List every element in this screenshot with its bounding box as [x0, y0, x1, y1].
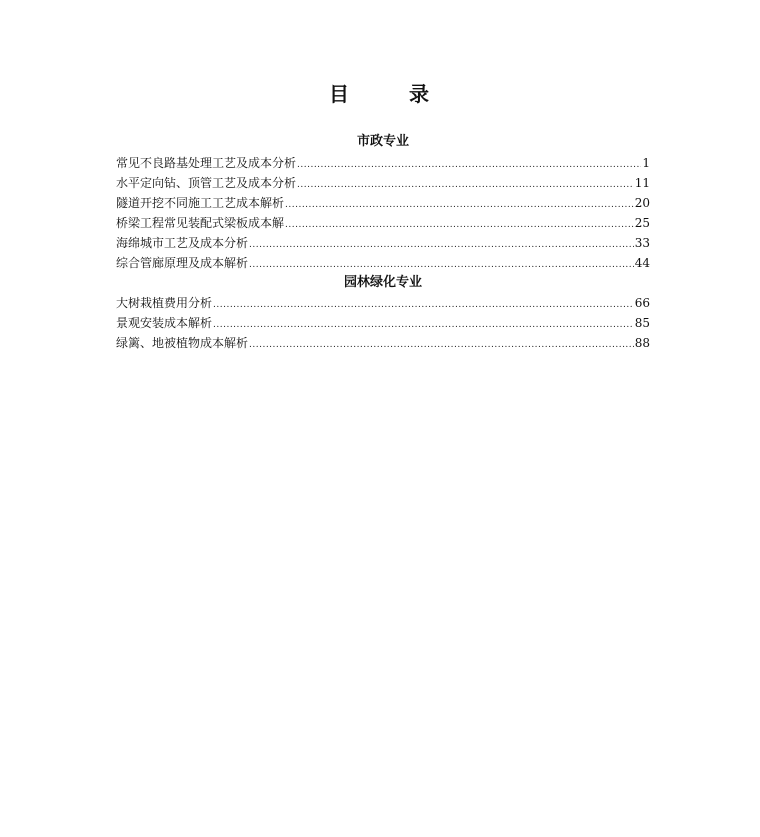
toc-entry-label: 绿篱、地被植物成本解析 — [116, 336, 249, 350]
toc-entry-label: 综合管廊原理及成本解析 — [116, 256, 249, 270]
toc-entry[interactable] — [116, 313, 650, 333]
toc-entry[interactable] — [116, 293, 650, 313]
dot-leader — [249, 235, 634, 255]
dot-leader — [249, 255, 634, 275]
toc-entry[interactable] — [116, 333, 650, 353]
toc-entry-page: 1 — [642, 156, 650, 170]
table-of-contents — [116, 131, 650, 353]
toc-entry-page: 33 — [634, 236, 650, 250]
toc-entry-label: 水平定向钻、顶管工艺及成本分析 — [116, 176, 297, 190]
dot-leader — [297, 155, 641, 175]
toc-entry-label: 桥梁工程常见装配式梁板成本解 — [116, 216, 285, 230]
toc-entry-label: 海绵城市工艺及成本分析 — [116, 236, 249, 250]
toc-entry[interactable] — [116, 193, 650, 213]
toc-entry[interactable] — [116, 153, 650, 173]
toc-entry-page: 88 — [634, 336, 650, 350]
section-heading-municipal: 市政专业 — [356, 134, 409, 149]
toc-entry-page: 20 — [634, 196, 650, 210]
toc-entry-page: 85 — [634, 316, 650, 330]
toc-entry-page: 11 — [634, 176, 650, 190]
toc-entry-label: 景观安装成本解析 — [116, 316, 213, 330]
toc-title: 目 录 — [329, 82, 449, 106]
toc-entry-page: 44 — [634, 256, 650, 270]
toc-entry[interactable] — [116, 213, 650, 233]
dot-leader — [285, 195, 634, 215]
toc-entry[interactable] — [116, 233, 650, 253]
toc-entry-page: 25 — [634, 216, 650, 230]
dot-leader — [285, 215, 634, 235]
toc-entry-label: 隧道开挖不同施工工艺成本解析 — [116, 196, 285, 210]
toc-entry[interactable] — [116, 253, 650, 273]
toc-entry-label: 常见不良路基处理工艺及成本分析 — [116, 156, 297, 170]
toc-entry-page: 66 — [634, 296, 650, 310]
toc-entry[interactable] — [116, 173, 650, 193]
section-heading-landscaping: 园林绿化专业 — [343, 275, 422, 290]
dot-leader — [213, 315, 634, 335]
dot-leader — [297, 175, 634, 195]
dot-leader — [249, 335, 634, 355]
dot-leader — [213, 295, 634, 315]
toc-entry-label: 大树栽植费用分析 — [116, 296, 213, 310]
